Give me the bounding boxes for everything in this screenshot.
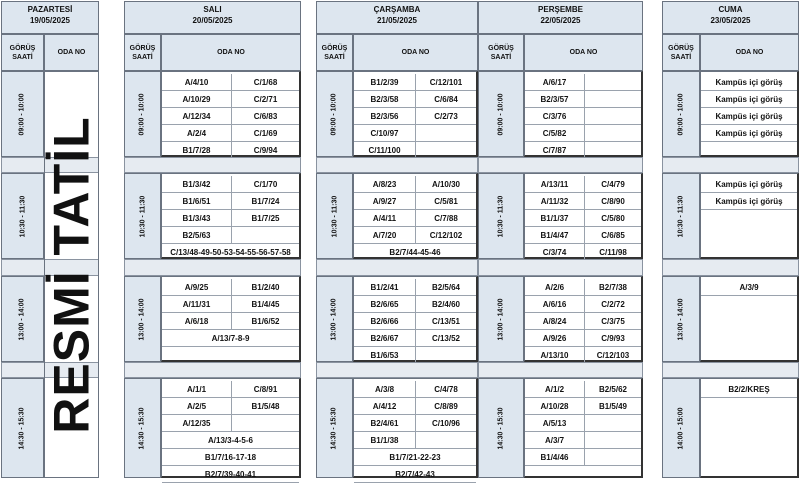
col-time-header: GÖRÜŞ SAATİ [124,34,161,71]
col-room-header: ODA NO [161,34,301,71]
time-cell-tue-4: 14:30 - 15:30 [124,378,161,478]
room-cell [232,227,299,244]
room-cell: B2/6/65 [354,296,416,313]
time-cell-wed-1: 09:00 - 10:00 [316,71,353,157]
time-cell-fri-1: 09:00 - 10:00 [662,71,700,157]
room-cell: A/2/6 [525,279,585,296]
room-cell: B2/5/62 [585,381,641,398]
time-cell-monday-3: 13:00 - 14:00 [1,276,44,362]
day-date: 19/05/2025 [29,16,71,25]
room-cell: C/1/68 [232,74,299,91]
room-grid-wed-3 [353,276,478,362]
time-cell-wed-4: 14:30 - 15:30 [316,378,353,478]
room-cell: B1/1/37 [525,210,585,227]
room-cell: B1/7/28 [162,142,232,159]
room-cell: B1/4/47 [525,227,585,244]
room-cell: C/10/97 [354,125,416,142]
room-cell [416,432,476,449]
room-cell: A/9/26 [525,330,585,347]
room-grid-wed-4 [353,378,478,478]
room-cell: A/1/1 [162,381,232,398]
col-room-header: ODA NO [524,34,643,71]
holiday-label: RESMİ TATİL [44,71,99,478]
room-cell: A/12/35 [162,415,232,432]
room-cell: Kampüs içi görüş [701,108,797,125]
separator [124,362,301,378]
col-time-header: GÖRÜŞ SAATİ [478,34,524,71]
room-cell: C/10/96 [416,415,476,432]
room-cell: C/2/73 [416,108,476,125]
room-cell: B1/6/51 [162,193,232,210]
separator [662,259,799,276]
room-cell: B1/5/48 [232,398,299,415]
room-cell: B1/6/52 [232,313,299,330]
room-grid-fri-4 [700,378,799,478]
time-cell-fri-2: 10:30 - 11:30 [662,173,700,259]
room-grid-fri-1 [700,71,799,157]
room-cell: C/12/102 [416,227,476,244]
room-grid-tue-3 [161,276,301,362]
room-cell: C/3/76 [525,108,585,125]
room-cell: B2/3/57 [525,91,585,108]
room-grid-thu-1 [524,71,643,157]
room-cell: Kampüs içi görüş [701,193,797,210]
room-cell: A/2/5 [162,398,232,415]
room-cell: A/11/32 [525,193,585,210]
room-cell: A/13/3-4-5-6 [162,432,299,449]
room-cell: B1/4/46 [525,449,585,466]
room-cell: C/12/103 [585,347,641,364]
col-time-header: GÖRÜŞ SAATİ [662,34,700,71]
time-cell-wed-3: 13:00 - 14:00 [316,276,353,362]
room-cell: Kampüs içi görüş [701,125,797,142]
room-cell: A/5/13 [525,415,585,432]
time-cell-thu-3: 13:00 - 14:00 [478,276,524,362]
room-cell: A/2/4 [162,125,232,142]
room-cell: C/6/85 [585,227,641,244]
time-cell-wed-2: 10:30 - 11:30 [316,173,353,259]
room-cell: C/5/81 [416,193,476,210]
room-cell: C/6/84 [416,91,476,108]
room-cell: B2/6/67 [354,330,416,347]
room-cell: A/9/27 [354,193,416,210]
room-cell: A/3/8 [354,381,416,398]
room-cell [585,125,641,142]
room-cell: C/11/100 [354,142,416,159]
time-cell-fri-4: 14:00 - 15:00 [662,378,700,478]
day-name: SALI [203,5,222,14]
separator [478,259,643,276]
room-cell: A/1/2 [525,381,585,398]
day-name: CUMA [718,5,743,14]
room-cell: C/6/83 [232,108,299,125]
separator [662,362,799,378]
room-cell: A/12/34 [162,108,232,125]
room-cell: A/4/11 [354,210,416,227]
room-cell: A/7/20 [354,227,416,244]
room-cell: C/2/71 [232,91,299,108]
room-cell: C/5/80 [585,210,641,227]
room-grid-thu-3 [524,276,643,362]
room-cell: A/8/23 [354,176,416,193]
room-grid-tue-2 [161,173,301,259]
time-cell-tue-3: 13:00 - 14:00 [124,276,161,362]
day-header-wednesday [316,1,478,34]
day-header-thursday [478,1,643,34]
room-cell [232,415,299,432]
time-cell-fri-3: 13:00 - 14:00 [662,276,700,362]
room-cell: B1/5/49 [585,398,641,415]
room-cell: B2/7/42-43 [354,466,476,483]
room-cell: B1/7/16-17-18 [162,449,299,466]
room-cell: B2/3/56 [354,108,416,125]
room-cell: A/6/16 [525,296,585,313]
room-cell: Kampüs içi görüş [701,176,797,193]
room-cell: B1/2/41 [354,279,416,296]
room-cell: B1/2/40 [232,279,299,296]
time-cell-monday-2: 10:30 - 11:30 [1,173,44,259]
room-cell: C/13/51 [416,313,476,330]
time-cell-tue-2: 10:30 - 11:30 [124,173,161,259]
room-cell: B2/2/KREŞ [701,381,797,398]
day-date: 21/05/2025 [376,16,418,25]
room-cell [585,91,641,108]
time-cell-monday-4: 14:30 - 15:30 [1,378,44,478]
room-cell: C/8/90 [585,193,641,210]
day-name: PERŞEMBE [538,5,583,14]
room-grid-wed-2 [353,173,478,259]
room-cell: C/3/74 [525,244,585,261]
room-cell: A/8/24 [525,313,585,330]
room-cell: C/5/82 [525,125,585,142]
col-room-header: ODA NO [44,34,99,71]
room-cell: C/9/94 [232,142,299,159]
separator [316,362,478,378]
room-grid-fri-3 [700,276,799,362]
separator [662,157,799,173]
room-cell: B2/5/63 [162,227,232,244]
room-cell: C/9/93 [585,330,641,347]
room-cell: A/6/18 [162,313,232,330]
room-cell: B1/1/38 [354,432,416,449]
room-cell: A/10/28 [525,398,585,415]
separator [478,157,643,173]
room-cell: B1/3/43 [162,210,232,227]
room-cell: B2/7/39-40-41 [162,466,299,483]
room-cell: B1/7/24 [232,193,299,210]
room-cell: C/13/48-49-50-53-54-55-56-57-58 [162,244,299,261]
room-cell: B1/4/45 [232,296,299,313]
room-cell: A/6/17 [525,74,585,91]
room-grid-fri-2 [700,173,799,259]
day-date: 23/05/2025 [710,16,751,25]
day-header-monday [1,1,99,34]
room-cell: C/7/87 [525,142,585,159]
room-cell: C/4/79 [585,176,641,193]
room-cell: C/4/78 [416,381,476,398]
day-header-tuesday [124,1,301,34]
time-cell-thu-2: 10:30 - 11:30 [478,173,524,259]
room-cell: C/1/69 [232,125,299,142]
room-cell: C/2/72 [585,296,641,313]
col-room-header: ODA NO [700,34,799,71]
day-header-friday [662,1,799,34]
separator [316,157,478,173]
time-cell-tue-1: 09:00 - 10:00 [124,71,161,157]
room-grid-tue-1 [161,71,301,157]
time-cell-thu-4: 14:30 - 15:30 [478,378,524,478]
room-cell: B1/7/25 [232,210,299,227]
separator [124,259,301,276]
room-cell: A/3/7 [525,432,585,449]
room-cell: C/3/75 [585,313,641,330]
room-cell: C/1/70 [232,176,299,193]
col-time-header: GÖRÜŞ SAATİ [316,34,353,71]
room-cell: A/4/12 [354,398,416,415]
room-cell: B1/6/53 [354,347,416,364]
time-cell-monday-1: 09:00 - 10:00 [1,71,44,157]
room-cell [585,449,641,466]
col-room-header: ODA NO [353,34,478,71]
room-cell: B2/4/60 [416,296,476,313]
room-cell: B1/2/39 [354,74,416,91]
room-cell: C/13/52 [416,330,476,347]
room-cell: A/13/10 [525,347,585,364]
room-cell: C/8/89 [416,398,476,415]
room-grid-thu-4 [524,378,643,478]
room-grid-tue-4 [161,378,301,478]
room-cell: A/13/11 [525,176,585,193]
room-cell: B1/7/21-22-23 [354,449,476,466]
day-date: 22/05/2025 [540,16,581,25]
separator [316,259,478,276]
day-date: 20/05/2025 [192,16,233,25]
room-cell: B1/3/42 [162,176,232,193]
day-name: PAZARTESİ [27,5,73,14]
room-cell: A/10/29 [162,91,232,108]
col-time-header: GÖRÜŞ SAATİ [1,34,44,71]
room-cell: A/11/31 [162,296,232,313]
separator [124,157,301,173]
room-cell: C/12/101 [416,74,476,91]
room-cell [416,125,476,142]
time-cell-thu-1: 09:00 - 10:00 [478,71,524,157]
room-grid-wed-1 [353,71,478,157]
room-cell: A/4/10 [162,74,232,91]
room-cell: C/7/88 [416,210,476,227]
room-grid-thu-2 [524,173,643,259]
separator [478,362,643,378]
room-cell: B2/7/38 [585,279,641,296]
room-cell: A/10/30 [416,176,476,193]
room-cell [585,415,641,432]
room-cell: C/11/98 [585,244,641,261]
day-name: ÇARŞAMBA [373,5,421,14]
room-cell: A/9/25 [162,279,232,296]
room-cell [585,74,641,91]
room-cell: B2/4/61 [354,415,416,432]
room-cell [585,432,641,449]
room-cell: Kampüs içi görüş [701,91,797,108]
room-cell: C/8/91 [232,381,299,398]
room-cell: A/13/7-8-9 [162,330,299,347]
room-cell [585,108,641,125]
room-cell: B2/6/66 [354,313,416,330]
room-cell: B2/5/64 [416,279,476,296]
room-cell: Kampüs içi görüş [701,74,797,91]
room-cell: B2/7/44-45-46 [354,244,476,261]
room-cell: B2/3/58 [354,91,416,108]
room-cell: A/3/9 [701,279,797,296]
